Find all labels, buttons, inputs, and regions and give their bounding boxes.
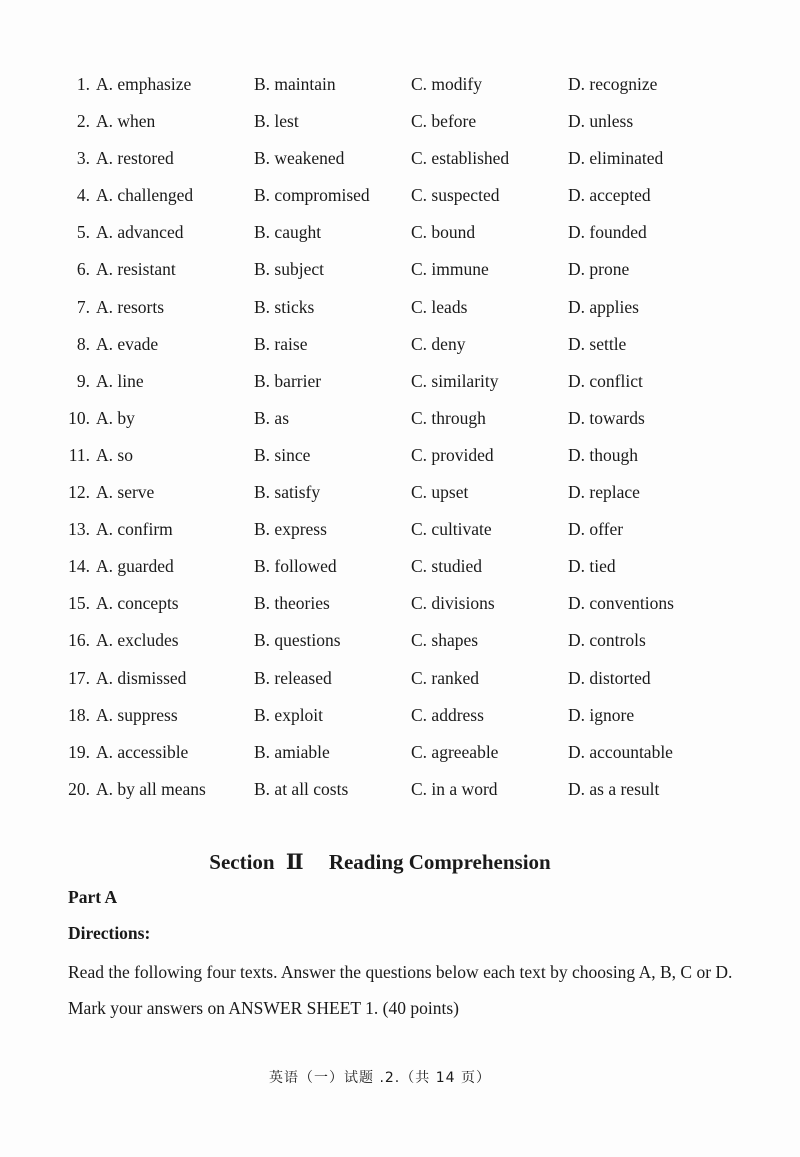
option-b: B. at all costs (254, 778, 349, 799)
option-a: A. suppress (96, 704, 178, 725)
question-row (0, 289, 800, 326)
option-b: B. raise (254, 333, 308, 354)
option-d: D. conflict (568, 370, 643, 391)
question-number: 7. (76, 296, 90, 317)
question-row (0, 177, 800, 214)
question-number: 3. (76, 148, 90, 169)
option-b: B. followed (254, 556, 337, 577)
option-b: B. lest (254, 111, 299, 132)
option-d: D. controls (568, 630, 646, 651)
option-d: D. replace (568, 482, 640, 503)
option-c: C. studied (411, 556, 482, 577)
option-c: C. address (411, 704, 484, 725)
option-a: A. emphasize (96, 74, 192, 94)
option-c: C. immune (411, 259, 489, 280)
option-b: B. compromised (254, 185, 370, 206)
question-number: 4. (76, 185, 90, 206)
question-row (0, 660, 800, 697)
option-a: A. by (96, 407, 135, 428)
question-number: 13. (68, 519, 90, 540)
option-b: B. questions (254, 630, 341, 651)
option-c: C. before (411, 111, 477, 132)
question-number: 17. (68, 667, 90, 688)
option-c: C. leads (411, 296, 468, 317)
question-number: 10. (68, 407, 90, 428)
option-a: A. concepts (96, 593, 179, 614)
question-row (0, 585, 800, 622)
question-number: 6. (76, 259, 90, 280)
option-b: B. as (254, 407, 289, 428)
option-b: B. weakened (254, 148, 345, 169)
question-row (0, 622, 800, 659)
question-row (0, 697, 800, 734)
option-d: D. unless (568, 111, 634, 132)
question-row (0, 548, 800, 585)
option-c: C. modify (411, 74, 482, 94)
option-d: D. accepted (568, 185, 651, 206)
question-number: 8. (76, 333, 90, 354)
option-d: D. applies (568, 296, 639, 317)
option-d: D. founded (568, 222, 647, 243)
answer-options-list (0, 66, 800, 808)
question-row (0, 437, 800, 474)
question-row (0, 511, 800, 548)
question-row (0, 140, 800, 177)
option-d: D. conventions (568, 593, 674, 614)
question-number: 1. (76, 74, 90, 94)
option-c: C. through (411, 407, 486, 428)
option-b: B. sticks (254, 296, 315, 317)
question-number: 14. (68, 556, 90, 577)
question-number: 2. (76, 111, 90, 132)
question-number: 5. (76, 222, 90, 243)
option-d: D. ignore (568, 704, 635, 725)
question-number: 15. (68, 593, 90, 614)
option-a: A. evade (96, 333, 159, 354)
option-a: A. serve (96, 482, 155, 503)
section-title-text: Reading Comprehension (328, 850, 551, 874)
option-d: D. though (568, 444, 638, 465)
option-c: C. shapes (411, 630, 479, 651)
option-a: A. challenged (96, 185, 194, 206)
option-d: D. tied (568, 556, 616, 577)
question-row (0, 400, 800, 437)
option-c: C. upset (411, 482, 469, 503)
option-b: B. since (254, 444, 311, 465)
directions-label: Directions: (68, 923, 151, 943)
page-footer: 英语（一）试题 .2.（共 14 页） (269, 1070, 491, 1086)
question-row (0, 66, 800, 103)
question-number: 12. (68, 482, 90, 503)
option-a: A. advanced (96, 222, 184, 243)
option-b: B. exploit (254, 704, 324, 725)
directions-text: Read the following four texts. Answer the questions below each text by choosing A, B, C or D. Mark your answers on ANSWER SHEET 1. (40 points) (68, 962, 733, 1018)
option-a: A. resorts (96, 296, 165, 317)
option-a: A. accessible (96, 741, 189, 762)
option-b: B. barrier (254, 370, 322, 391)
option-b: B. theories (254, 593, 330, 614)
option-d: D. offer (568, 519, 624, 540)
question-number: 16. (68, 630, 90, 651)
question-number: 18. (68, 704, 90, 725)
question-number: 9. (76, 370, 90, 391)
option-d: D. recognize (568, 74, 658, 94)
option-b: B. amiable (254, 741, 330, 762)
option-c: C. agreeable (411, 741, 499, 762)
option-d: D. distorted (568, 667, 651, 688)
option-a: A. confirm (96, 519, 173, 540)
option-a: A. when (96, 111, 156, 132)
option-c: C. suspected (411, 185, 500, 206)
option-c: C. provided (411, 444, 494, 465)
question-row (0, 251, 800, 288)
question-number: 20. (68, 778, 90, 799)
option-b: B. maintain (254, 74, 336, 94)
option-c: C. similarity (411, 370, 499, 391)
option-d: D. as a result (568, 778, 660, 799)
option-c: C. bound (411, 222, 476, 243)
option-a: A. resistant (96, 259, 176, 280)
option-b: B. subject (254, 259, 324, 280)
question-row (0, 214, 800, 251)
option-b: B. caught (254, 222, 322, 243)
option-a: A. guarded (96, 556, 174, 577)
option-a: A. so (96, 444, 133, 465)
question-number: 11. (68, 444, 90, 465)
option-a: A. line (96, 370, 144, 391)
question-row (0, 734, 800, 771)
option-b: B. express (254, 519, 327, 540)
option-b: B. released (254, 667, 332, 688)
option-d: D. accountable (568, 741, 673, 762)
question-row (0, 326, 800, 363)
option-b: B. satisfy (254, 482, 321, 503)
option-d: D. settle (568, 333, 627, 354)
section-label: Section (209, 850, 275, 874)
part-heading: Part A (68, 887, 118, 907)
option-a: A. excludes (96, 630, 179, 651)
option-c: C. established (411, 148, 510, 169)
option-d: D. eliminated (568, 148, 664, 169)
option-c: C. divisions (411, 593, 495, 614)
question-row (0, 363, 800, 400)
question-row (0, 771, 800, 808)
section-heading (0, 849, 760, 875)
option-c: C. in a word (411, 778, 498, 799)
option-a: A. dismissed (96, 667, 187, 688)
option-a: A. by all means (96, 778, 206, 799)
option-c: C. cultivate (411, 519, 492, 540)
question-number: 19. (68, 741, 90, 762)
option-d: D. prone (568, 259, 630, 280)
question-row (0, 474, 800, 511)
option-d: D. towards (568, 407, 645, 428)
option-a: A. restored (96, 148, 174, 169)
option-c: C. ranked (411, 667, 480, 688)
section-number: Ⅱ (285, 850, 304, 874)
question-row (0, 103, 800, 140)
option-c: C. deny (411, 333, 466, 354)
